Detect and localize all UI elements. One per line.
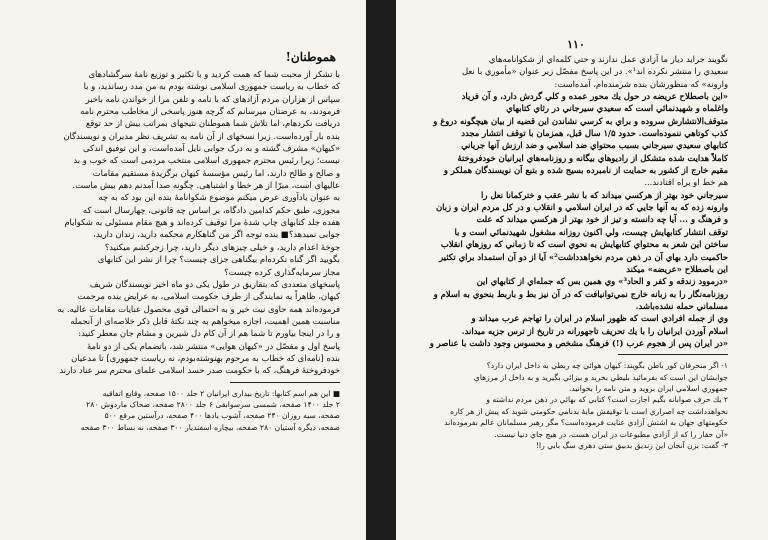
text-line: «در ايران پس از هجوم عرب (!) فرهنگ مشخص و محسوس وجود داشت با عناصر و bbox=[429, 337, 728, 348]
text-line: سيرجاني خود بهتر از هركسي ميداند كه با نشر عقب و خترکمانا نعل را bbox=[481, 189, 728, 200]
text-line: ساختن اين شعر به محتواي كتابهايش به نحوي است كه تا زماني كه روزهاي انقلاب bbox=[440, 239, 728, 250]
text-line: ■ این هم اسم کتابها: تاریخ بیداری ایرانیان ۲ جلد ۱۵۰۰ صفحه، وقایع اتفاقیه bbox=[102, 388, 340, 398]
text-line: ۲ يك حرف صوابانه بگيم اجازت است؟ كتابي كه بهائي در ذهن مردم نداشته و bbox=[486, 395, 728, 405]
text-line: و فرهنگ و ... آيا چه دانسته و تيز از خود بهتر از هركسي ميداند كه علت bbox=[476, 214, 728, 225]
text-line: عالیهای است، مبرّا از هر خطا و اشتباهی. چگونه صدا آمدنم دهم بیش ماست. bbox=[72, 180, 340, 191]
text-line: سعيدي را منتشر نكرده اند¹». در اين پاسخ مفصّل زير عنوان «مأموري با نعل bbox=[462, 66, 728, 77]
text-line: «کیهان» مشرف گشته و به درک جوابی نایل آمده‌است، و این توفیق اندکی bbox=[83, 143, 340, 154]
text-line: اين باصطلاح «عريضه» ميكند bbox=[626, 263, 728, 274]
text-line: و را در اینجا بیاورم تا شما هم از آن کام دل شیرین و مشام جان معطر کنید: bbox=[78, 328, 340, 339]
text-line: کیهان، ظاهراً به نمایندگی از طرف حکومت اسلامی، به عرایض بنده مرحمت bbox=[77, 291, 340, 302]
footnote-divider bbox=[618, 354, 728, 355]
text-line: واغلماه و شهيدنمائي است كه سعيدي سيرجاني در رثاي كتابهاي bbox=[506, 103, 728, 114]
text-line: جوابشان اين است كه بفرمائيد بليطي بخريد و بيزائي بگيريد و به داخل از مرزهاي bbox=[473, 372, 728, 382]
text-line: که خطاب به ریاست جمهوری اسلامی نوشته بودم به من مدد رساندید، و با bbox=[83, 81, 340, 92]
text-line: ۱- اگر منحرفان كور باطن بگويند: كيهان هوائي چه ربطي به داخل ايران دارد؟ bbox=[486, 361, 728, 371]
left-page bbox=[0, 0, 366, 540]
text-line: مجوزی، طبق حکم کدامین دادگاه، بر اساس چه قانونی، چهارسال است که bbox=[82, 204, 340, 215]
text-line: سپاس از هزاران مردم آزادهای که با نامه و تلفن مرا از خواندن نامه باخبر bbox=[85, 93, 340, 104]
text-line: كذب كوتاهي ننموده‌است. حدود ۱/۵ سال قبل، همزمان با توقف انتشار مجدد bbox=[461, 128, 728, 139]
text-line: مسلماني حمله نشده‌باشد. bbox=[635, 300, 728, 311]
text-line: كاملاً هدايت شده متشكل از راديوهاي بيگانه و روزنامه‌هاي ايرانيان خودفروختهٔ bbox=[457, 152, 728, 163]
text-line: نگویند جرايد ديار ما آزادي عمل ندارند و حتي كلمه‌اي از شكوانامه‌هاي bbox=[488, 54, 728, 64]
text-line: توقف انتشار كتابهايش چيست، ولي اكنون روزانه مشغول شهيدنمائي است و با bbox=[454, 226, 728, 237]
text-line: اسلام آوردن ايرانيان را با يك تحريف تاجهورانه در تاريخ از ترس جزيه ميداند. bbox=[461, 325, 728, 336]
left-page-body bbox=[38, 68, 340, 377]
text-line: فرمودند، به عرضتان میرسانم که گرچه هنوز پاسخی از مخاطب محترم نامه bbox=[80, 106, 340, 117]
text-line: جمهوري اسلامي ايران برويد و متن نامه را بخوانيد. bbox=[568, 384, 728, 394]
text-line: روزنامه‌نگار را به زبانه خارج نمي‌توانيافت كه در آن نيز بط و باربط بنحوي به اسلام و bbox=[433, 288, 728, 299]
text-line: و صالح و طالح دارند، اما رئیس مؤسسهٔ کیهان برگزیدهٔ مستقیم مقامات bbox=[92, 167, 340, 178]
text-line: هم خط او براه افتادند... bbox=[644, 177, 728, 188]
text-line: «درموود زندقه و كفر و الحاد³» وي همين بس كه جمله‌اي از كتابهاي اين bbox=[476, 276, 728, 287]
text-line: فرموده‌اند همه حاوی نیت خیر و به احتمالی قوی محصول عنایات مقامات عالیه. به bbox=[57, 303, 340, 314]
text-line: متوقف‌الانتشارش سروده و براي به كرسي نشاندن اين قضيه از بيان هيچگونه دروغ و bbox=[433, 115, 728, 126]
text-line: نیست؛ زیرا رئیس محترم جمهوری اسلامی منتخب مردمی است که خوب و بد bbox=[73, 155, 340, 166]
text-line: بنده بار آورده‌است. زیرا نسخهای از آن نامه به تشریف نظر مدیران و نویسندگان bbox=[63, 130, 340, 141]
text-line: حاكميت دارد بهاي آن در ذهن مردم نخواهدداشت²» آيا از دو آن استمداد براي تكثير bbox=[439, 251, 728, 262]
text-line: صفحه، دیگره آستیان ۲۸۰ صفحه، بیچاره اسفندیار ۳۰۰ صفحه، نه بساط ۳۰۰ صفحه bbox=[80, 422, 340, 432]
text-line: وارونه زده كه به آنها جايي كه در ايران اسلامي و انقلاب و در كل مردم ايران و زبان bbox=[435, 202, 728, 213]
text-line: نخواهدداشت چه اصراري است با توقيفش مايهٔ بدنامي حكومتي شويد كه پيش از هر كاره bbox=[450, 406, 728, 416]
left-page-heading: هموطنان! bbox=[285, 50, 336, 64]
text-line: ۳- گفت: بزن آنجان اين زنديق بدبيق ستي دهري سگ بابي را! bbox=[536, 440, 728, 450]
text-line: دریافت نکردهام، اما تلاش شما هموطنان نتیجهای بمراتب بیش از حد توقع bbox=[85, 118, 340, 129]
text-line: ۲ جلد ۱۴۰۰ صفحه، شمسی سرسوابقی ۶ جلد ۲۸۰۰ صفحه، ضحاک ماردوش ۲۸۰ bbox=[86, 399, 340, 409]
text-line: پاسخ اول و مفصّل در «کیهان هوایی» منتشر شد، باتضمام یکی از دو نامهٔ bbox=[87, 340, 340, 351]
text-line: جوابی نمیدهد؟■ بنده توجه اگر من گناهکارم محکمه دارید، زندان دارید، bbox=[93, 229, 340, 240]
right-page-body bbox=[424, 53, 728, 349]
text-line: مناسبت همین اهمیت، اجازه میخواهم به چند نکتهٔ قابل ذکر خلاصه‌ای از آنجمله bbox=[70, 315, 340, 326]
text-line: با تشکر از محبت شما که همت کردید و با تکثیر و توزیع نامهٔ سرگشادهای bbox=[88, 69, 340, 79]
page-gutter bbox=[366, 0, 396, 540]
text-line: كتابهاي سعيدي سيرجاني بسبب محتواي ضد اسلامي و ضد ارزش آنها جرياني bbox=[461, 140, 728, 151]
text-line: صفحه، سیه روزان ۲۴۰ صفحه، آشوب یادها ۴۰۰ صفحه، درآستین مرقع ۵۰۰ bbox=[104, 411, 340, 421]
text-line: مجاز سرمایه‌گذاری کرده چیست؟ bbox=[224, 266, 340, 277]
text-line: هفده جلد کتابهای چاپ شدهٔ مرا توقیف کرده‌اند و هیچ مقام مسئولی به شکوایام bbox=[64, 217, 340, 228]
text-line: بگویید اگر گناه نکرده‌ام بیگناهی جزای چیست؟ چرا از نشر این کتابهای bbox=[97, 254, 340, 265]
text-line: جوخهٔ اعدام دارید، و خیلی چیزهای دیگر دارید، چرا زجرکشم میکنید؟ bbox=[104, 241, 340, 252]
text-line: خودفروختهٔ فرهنگ، که با حکومت صدر حسد اسلامی علمای محترم سر عناد دارند bbox=[59, 365, 340, 376]
right-page-footnotes bbox=[424, 360, 728, 451]
text-line: به عنوان یادآوری عرض میکنم موضوع شکوانامهٔ بنده این بود که به چه bbox=[98, 192, 340, 203]
text-line: مقيم خارج از كشور به حمايت از نامبرده بسيج شده و بتبع آن نويسندگان هملكر و bbox=[443, 165, 728, 176]
left-page-footnote bbox=[38, 388, 340, 434]
page-number: ۱۱۰ bbox=[567, 38, 585, 51]
text-line: «اين باصطلاح عريضه در حول يك محور عمده و كلي گردش دارد، و آن فرياد bbox=[461, 91, 728, 102]
footnote-divider bbox=[230, 382, 340, 383]
text-line: «آن حقار را كه از آزادي مطبوعات در ايران هست، در هيچ جاي دنيا نيست. bbox=[494, 429, 728, 439]
text-line: حكومتهاي جهان به اشتش آزادي عنايت فرموده‌است؟ مگر رهبر مسلمانان عالم نفرموده‌اند bbox=[444, 418, 728, 428]
text-line: وي از جمله افرادي است كه ظهور اسلام در ايران را تهاجم عرب ميداند و bbox=[471, 313, 728, 324]
text-line: بنده [نامه‌ای که خطاب به مرحوم بهنوشته‌بودم، نه ریاست جمهوری] تا مدعیان bbox=[71, 352, 340, 363]
text-line: وارونه» که منظورشان بنده شرمنده‌ام، آمده‌است: bbox=[554, 78, 728, 89]
text-line: پاسخهای متعددی که بتقاریق در طول یکی دو ماه اخیر نویسندگان شریف bbox=[89, 278, 340, 289]
right-page bbox=[396, 0, 768, 540]
